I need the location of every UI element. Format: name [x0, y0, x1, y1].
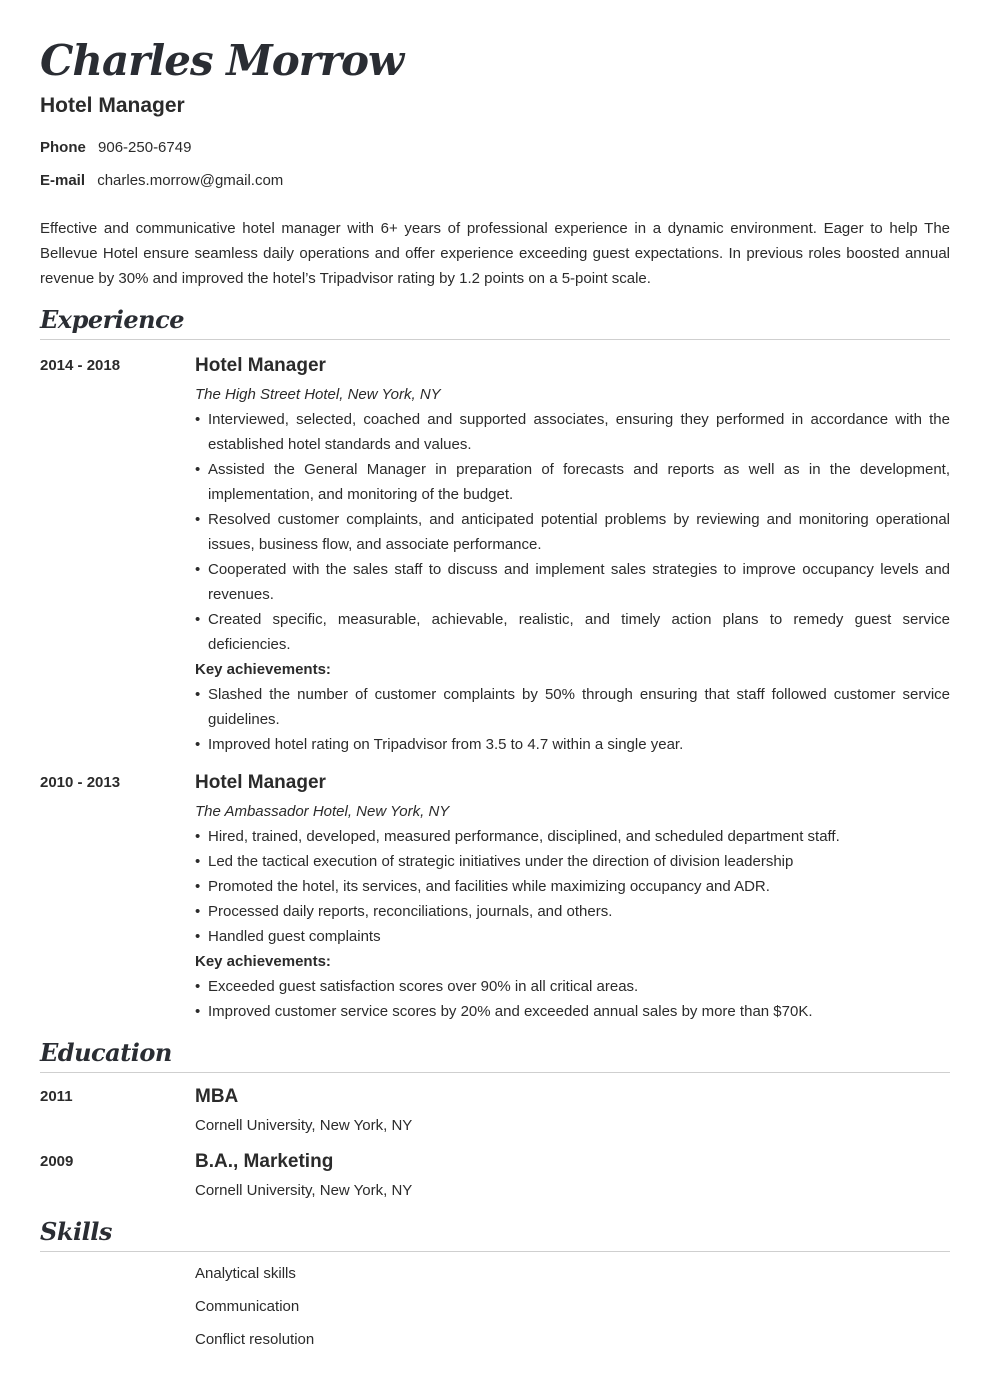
achievement-item: • Slashed the number of customer complaints by 50% through ensuring that staff followed customer service guidelines.: [195, 682, 950, 732]
education-degree: B.A., Marketing: [195, 1151, 334, 1172]
phone-value: 906-250-6749: [98, 139, 192, 156]
job-details: [195, 354, 950, 757]
experience-section: [40, 305, 950, 1024]
skill-item: Communication: [195, 1298, 300, 1315]
phone-label: Phone: [40, 139, 86, 156]
job-achievements: [195, 974, 950, 1024]
education-year: 2009: [40, 1153, 74, 1170]
job-company: The High Street Hotel, New York, NY: [195, 386, 441, 403]
duty-item: • Hired, trained, developed, measured performance, disciplined, and scheduled department staff.: [195, 824, 950, 849]
job-duties: [195, 407, 950, 657]
job-title: Hotel Manager: [195, 772, 326, 793]
education-school: Cornell University, New York, NY: [195, 1182, 413, 1199]
achievement-item: • Exceeded guest satisfaction scores over 90% in all critical areas.: [195, 974, 950, 999]
education-heading: Education: [40, 1038, 950, 1073]
key-achievements-label: Key achievements:: [195, 953, 331, 970]
education-entry: [40, 1150, 950, 1203]
skill-item: Conflict resolution: [195, 1331, 315, 1348]
duty-item: • Assisted the General Manager in preparation of forecasts and reports as well as in the development, implementation, and monitoring of the budget.: [195, 457, 950, 507]
resume-page: [40, 0, 950, 1349]
candidate-title: Hotel Manager: [40, 94, 185, 117]
duty-item: • Resolved customer complaints, and anticipated potential problems by reviewing and monitoring operational issues, business flow, and associate performance.: [195, 507, 950, 557]
job-details: [195, 771, 950, 1024]
duty-item: • Processed daily reports, reconciliations, journals, and others.: [195, 899, 950, 924]
experience-heading: Experience: [40, 305, 950, 340]
achievement-item: • Improved hotel rating on Tripadvisor from 3.5 to 4.7 within a single year.: [195, 732, 950, 757]
job-entry: [40, 354, 950, 757]
duty-item: • Handled guest complaints: [195, 924, 950, 949]
email-row: [40, 171, 950, 190]
achievement-item: • Improved customer service scores by 20% and exceeded annual sales by more than $70K.: [195, 999, 950, 1024]
job-title: Hotel Manager: [195, 355, 326, 376]
profile-summary: Effective and communicative hotel manager with 6+ years of professional experience in a dynamic environment. Eager to help The Bellevue Hotel ensure seamless daily operations and offer experience exceeding guest expectations. In previous roles boosted annual revenue by 30% and improved the hotel’s Tripadvisor rating by 1.2 points on a 5-point scale.: [40, 220, 950, 287]
education-details: [195, 1085, 950, 1138]
education-details: [195, 1150, 950, 1203]
education-school: Cornell University, New York, NY: [195, 1117, 413, 1134]
education-year: 2011: [40, 1088, 73, 1105]
job-achievements: [195, 682, 950, 757]
job-duties: [195, 824, 950, 949]
education-entry: [40, 1085, 950, 1138]
job-company: The Ambassador Hotel, New York, NY: [195, 803, 450, 820]
skills-heading: Skills: [40, 1217, 950, 1252]
email-value: charles.morrow@gmail.com: [97, 172, 284, 189]
duty-item: • Promoted the hotel, its services, and facilities while maximizing occupancy and ADR.: [195, 874, 950, 899]
skill-item: Analytical skills: [195, 1265, 296, 1282]
phone-row: [40, 138, 950, 157]
duty-item: • Led the tactical execution of strategic initiatives under the direction of division leadership: [195, 849, 950, 874]
skills-section: [40, 1217, 950, 1349]
duty-item: • Interviewed, selected, coached and supported associates, ensuring they performed in accordance with the established hotel standards and values.: [195, 407, 950, 457]
skills-list: [195, 1252, 950, 1349]
email-label: E-mail: [40, 172, 86, 189]
candidate-name: Charles Morrow: [40, 36, 404, 85]
duty-item: • Created specific, measurable, achievable, realistic, and timely action plans to remedy guest service deficiencies.: [195, 607, 950, 657]
education-degree: MBA: [195, 1086, 239, 1107]
job-dates: 2010 - 2013: [40, 774, 121, 791]
education-section: [40, 1038, 950, 1203]
duty-item: • Cooperated with the sales staff to discuss and implement sales strategies to improve occupancy levels and revenues.: [195, 557, 950, 607]
job-entry: [40, 771, 950, 1024]
key-achievements-label: Key achievements:: [195, 661, 331, 678]
job-dates: 2014 - 2018: [40, 357, 121, 374]
